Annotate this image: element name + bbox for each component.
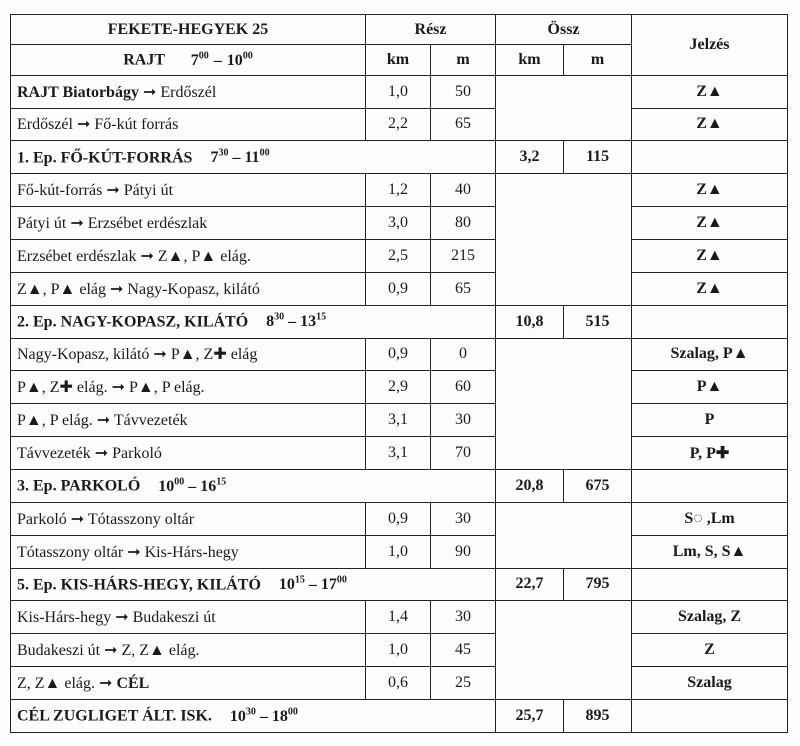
segment-km: 2,2 bbox=[366, 108, 431, 141]
segment-km: 0,9 bbox=[366, 502, 431, 535]
segment-row bbox=[11, 207, 788, 240]
checkpoint-title: 5. Ep. KIS-HÁRS-HEGY, KILÁTÓ bbox=[17, 576, 261, 594]
ossz-empty-cell bbox=[496, 75, 632, 141]
segment-m: 40 bbox=[431, 174, 496, 207]
resz-km-header: km bbox=[366, 45, 431, 75]
checkpoint-time: $10^{00} - 16^{15}$ bbox=[158, 476, 227, 495]
segment-from: Erzsébet erdészlak bbox=[17, 247, 137, 265]
segment-description bbox=[11, 338, 366, 371]
segment-description bbox=[11, 404, 366, 437]
segment-to: Z, Z▲ elág. bbox=[121, 642, 200, 660]
segment-description bbox=[11, 207, 366, 240]
checkpoint-row bbox=[11, 568, 788, 601]
checkpoint-time: $10^{30} - 18^{00}$ bbox=[229, 706, 298, 725]
total-m: 795 bbox=[564, 568, 632, 601]
ossz-empty-cell bbox=[496, 502, 632, 568]
route-table-sheet bbox=[10, 14, 787, 733]
total-km: 25,7 bbox=[496, 699, 564, 732]
total-m: 895 bbox=[564, 699, 632, 732]
segment-from: Budakeszi út bbox=[17, 642, 101, 660]
segment-km: 1,4 bbox=[366, 601, 431, 634]
segment-to: Budakeszi út bbox=[132, 609, 216, 627]
segment-to: Fő-kút forrás bbox=[94, 116, 179, 134]
total-km: 20,8 bbox=[496, 469, 564, 502]
segment-from: P▲, Z✚ elág. bbox=[17, 379, 108, 397]
segment-to: Parkoló bbox=[112, 445, 162, 463]
segment-m: 215 bbox=[431, 239, 496, 272]
arrow-icon: ➞ bbox=[66, 510, 88, 528]
arrow-icon: ➞ bbox=[149, 346, 171, 364]
checkpoint-name bbox=[11, 699, 496, 732]
segment-row bbox=[11, 634, 788, 667]
segment-description bbox=[11, 75, 366, 108]
segment-row bbox=[11, 601, 788, 634]
total-m: 675 bbox=[564, 469, 632, 502]
arrow-icon: ➞ bbox=[72, 116, 95, 134]
start-time-header bbox=[11, 45, 366, 75]
checkpoint-mark-empty bbox=[632, 568, 788, 601]
segment-row bbox=[11, 174, 788, 207]
trail-mark: Szalag bbox=[632, 667, 788, 700]
segment-km: 1,0 bbox=[366, 634, 431, 667]
trail-mark: Z▲ bbox=[632, 207, 788, 240]
segment-km: 0,9 bbox=[366, 272, 431, 305]
segment-description bbox=[11, 371, 366, 404]
total-km: 10,8 bbox=[496, 305, 564, 338]
arrow-icon: ➞ bbox=[111, 609, 133, 627]
trail-mark: Z▲ bbox=[632, 239, 788, 272]
trail-mark: Z▲ bbox=[632, 272, 788, 305]
header-row-1 bbox=[11, 15, 788, 45]
checkpoint-row bbox=[11, 469, 788, 502]
segment-from: Kis-Hárs-hegy bbox=[17, 609, 112, 627]
segment-to: Tótasszony oltár bbox=[87, 510, 195, 528]
segment-to: Kis-Hárs-hegy bbox=[144, 543, 239, 561]
segment-row bbox=[11, 272, 788, 305]
segment-row bbox=[11, 371, 788, 404]
trail-mark: Z▲ bbox=[632, 108, 788, 141]
arrow-icon: ➞ bbox=[95, 675, 117, 693]
ossz-empty-cell bbox=[496, 174, 632, 305]
segment-km: 1,2 bbox=[366, 174, 431, 207]
segment-from: Tótasszony oltár bbox=[17, 543, 124, 561]
segment-km: 0,6 bbox=[366, 667, 431, 700]
total-km: 3,2 bbox=[496, 141, 564, 174]
checkpoint-time: $7^{30} - 11^{00}$ bbox=[210, 147, 270, 166]
checkpoint-mark-empty bbox=[632, 699, 788, 732]
segment-to: Távvezeték bbox=[113, 412, 188, 430]
trail-mark: Z▲ bbox=[632, 75, 788, 108]
segment-to: Z▲, P▲ elág. bbox=[157, 247, 251, 265]
checkpoint-name bbox=[11, 568, 496, 601]
segment-m: 45 bbox=[431, 634, 496, 667]
trail-mark: Szalag, P▲ bbox=[632, 338, 788, 371]
segment-m: 60 bbox=[431, 371, 496, 404]
segment-km: 2,5 bbox=[366, 239, 431, 272]
checkpoint-time: $8^{30} - 13^{15}$ bbox=[266, 311, 327, 331]
segment-description bbox=[11, 239, 366, 272]
segment-from: Erdőszél bbox=[17, 116, 73, 134]
resz-m-header: m bbox=[431, 45, 496, 75]
trail-mark: P bbox=[632, 404, 788, 437]
segment-description bbox=[11, 667, 366, 700]
checkpoint-row bbox=[11, 305, 788, 338]
jelzes-header: Jelzés bbox=[632, 15, 788, 76]
checkpoint-name bbox=[11, 305, 496, 338]
segment-km: 1,0 bbox=[366, 75, 431, 108]
segment-to: Erzsébet erdészlak bbox=[87, 215, 208, 233]
segment-description bbox=[11, 535, 366, 568]
arrow-icon: ➞ bbox=[102, 182, 124, 200]
arrow-icon: ➞ bbox=[107, 379, 129, 397]
segment-to: P▲, P elág. bbox=[128, 379, 205, 397]
segment-description bbox=[11, 502, 366, 535]
arrow-icon: ➞ bbox=[90, 445, 113, 463]
ossz-header: Össz bbox=[496, 15, 632, 45]
segment-m: 30 bbox=[431, 502, 496, 535]
segment-description bbox=[11, 437, 366, 470]
segment-km: 0,9 bbox=[366, 338, 431, 371]
segment-m: 30 bbox=[431, 601, 496, 634]
segment-from: Távvezeték bbox=[17, 445, 91, 463]
arrow-icon: ➞ bbox=[138, 83, 161, 101]
checkpoint-name bbox=[11, 469, 496, 502]
total-m: 115 bbox=[564, 141, 632, 174]
total-km: 22,7 bbox=[496, 568, 564, 601]
trail-mark: S◌ ,Lm bbox=[632, 502, 788, 535]
trail-mark: Szalag, Z bbox=[632, 601, 788, 634]
segment-from: Parkoló bbox=[17, 510, 67, 528]
segment-km: 1,0 bbox=[366, 535, 431, 568]
segment-row bbox=[11, 239, 788, 272]
segment-row bbox=[11, 535, 788, 568]
checkpoint-mark-empty bbox=[632, 305, 788, 338]
segment-from: Z▲, P▲ elág bbox=[17, 280, 106, 298]
route-table bbox=[10, 14, 788, 733]
arrow-icon: ➞ bbox=[136, 247, 158, 265]
segment-m: 0 bbox=[431, 338, 496, 371]
segment-from: RAJT Biatorbágy bbox=[17, 83, 139, 101]
segment-to: Erdőszél bbox=[160, 83, 217, 101]
ossz-empty-cell bbox=[496, 338, 632, 469]
resz-header: Rész bbox=[366, 15, 496, 45]
checkpoint-time: $10^{15} - 17^{00}$ bbox=[278, 574, 347, 594]
segment-m: 70 bbox=[431, 437, 496, 470]
arrow-icon: ➞ bbox=[92, 412, 114, 430]
checkpoint-title: 1. Ep. FŐ-KÚT-FORRÁS bbox=[17, 148, 193, 166]
trail-mark: P▲ bbox=[632, 371, 788, 404]
checkpoint-title: CÉL ZUGLIGET ÁLT. ISK. bbox=[17, 707, 212, 725]
segment-km: 3,0 bbox=[366, 207, 431, 240]
segment-description bbox=[11, 174, 366, 207]
segment-row bbox=[11, 108, 788, 141]
checkpoint-row bbox=[11, 141, 788, 174]
trail-mark: Z bbox=[632, 634, 788, 667]
trail-mark: Lm, S, S▲ bbox=[632, 535, 788, 568]
segment-m: 65 bbox=[431, 108, 496, 141]
start-time: $7^{00} - 10^{00}$ bbox=[190, 50, 253, 69]
segment-description bbox=[11, 108, 366, 141]
segment-to: CÉL bbox=[116, 675, 150, 693]
total-m: 515 bbox=[564, 305, 632, 338]
arrow-icon: ➞ bbox=[123, 543, 145, 561]
segment-description bbox=[11, 272, 366, 305]
segment-to: P▲, Z✚ elág bbox=[170, 346, 258, 364]
trail-mark: P, P✚ bbox=[632, 437, 788, 470]
ossz-m-header: m bbox=[564, 45, 632, 75]
segment-row bbox=[11, 667, 788, 700]
checkpoint-name bbox=[11, 141, 496, 174]
segment-m: 50 bbox=[431, 75, 496, 108]
segment-from: Nagy-Kopasz, kilátó bbox=[17, 346, 150, 364]
checkpoint-title: 2. Ep. NAGY-KOPASZ, KILÁTÓ bbox=[17, 313, 249, 331]
segment-row bbox=[11, 404, 788, 437]
trail-mark: Z▲ bbox=[632, 174, 788, 207]
segment-m: 80 bbox=[431, 207, 496, 240]
checkpoint-mark-empty bbox=[632, 469, 788, 502]
segment-row bbox=[11, 75, 788, 108]
segment-row bbox=[11, 338, 788, 371]
segment-km: 2,9 bbox=[366, 371, 431, 404]
arrow-icon: ➞ bbox=[100, 642, 122, 660]
segment-m: 65 bbox=[431, 272, 496, 305]
checkpoint-row bbox=[11, 699, 788, 732]
segment-from: Fő-kút-forrás bbox=[17, 182, 103, 200]
segment-row bbox=[11, 437, 788, 470]
segment-to: Pátyi út bbox=[123, 182, 174, 200]
segment-m: 25 bbox=[431, 667, 496, 700]
segment-row bbox=[11, 502, 788, 535]
segment-from: Pátyi út bbox=[17, 215, 67, 233]
segment-description bbox=[11, 634, 366, 667]
segment-from: P▲, P elág. bbox=[17, 412, 93, 430]
arrow-icon: ➞ bbox=[66, 215, 88, 233]
ossz-empty-cell bbox=[496, 601, 632, 700]
segment-m: 30 bbox=[431, 404, 496, 437]
checkpoint-title: 3. Ep. PARKOLÓ bbox=[17, 477, 141, 495]
segment-from: Z, Z▲ elág. bbox=[17, 675, 96, 693]
segment-km: 3,1 bbox=[366, 437, 431, 470]
checkpoint-mark-empty bbox=[632, 141, 788, 174]
route-title: FEKETE-HEGYEK 25 bbox=[11, 15, 366, 45]
segment-km: 3,1 bbox=[366, 404, 431, 437]
segment-description bbox=[11, 601, 366, 634]
ossz-km-header: km bbox=[496, 45, 564, 75]
start-label: RAJT bbox=[123, 51, 165, 69]
arrow-icon: ➞ bbox=[106, 280, 128, 298]
segment-to: Nagy-Kopasz, kilátó bbox=[127, 280, 260, 298]
segment-m: 90 bbox=[431, 535, 496, 568]
